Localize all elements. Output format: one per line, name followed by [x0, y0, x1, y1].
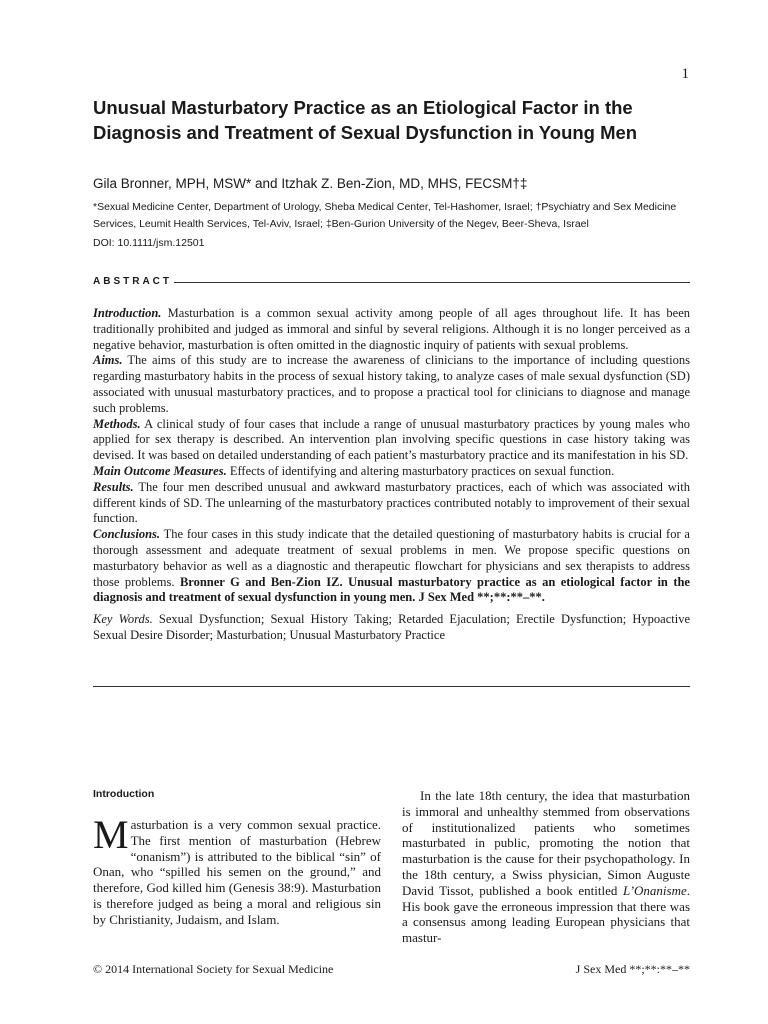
body-text: asturbation is a very common sexual practice. The first mention of masturbation (Hebrew “onanism”) is attributed to the biblical “sin” of Onan, who “spilled his semen on the ground,” and therefore, God killed him (Genesis 38:9). Masturbation is therefore judged as being a moral and religious sin by Christianity, Judaism, and Islam.: [93, 817, 381, 927]
abstract-results: [93, 480, 690, 527]
citation: Bronner G and Ben-Zion IZ. Unusual masturbatory practice as an etiological factor in the diagnosis and treatment of sexual dysfunction in young men. J Sex Med **;**:**–**.: [93, 574, 690, 605]
copyright-footer: © 2014 International Society for Sexual Medicine: [93, 962, 334, 976]
abstract-heading-rule: [174, 282, 690, 283]
abstract-heading-label: ABSTRACT: [93, 276, 172, 287]
abstract-label: Results.: [93, 479, 134, 494]
abstract-text: Effects of identifying and altering masturbatory practices on sexual function.: [226, 463, 615, 478]
abstract-text: Masturbation is a common sexual activity among people of all ages throughout life. It has been traditionally prohibited and judged as immoral and sinful by several religions. Although it is no longer perceived as a negative behavior, masturbation is often omitted in the diagnostic inquiry of patients with sexual problems.: [93, 306, 690, 352]
journal-footer: J Sex Med **;**:**–**: [575, 962, 690, 976]
abstract-text: The four men described unusual and awkward masturbatory practices, each of which was associated with different kinds of SD. The unlearning of the masturbatory practices contributed notably to improvement of their sexual function.: [93, 479, 690, 526]
abstract-methods: [93, 417, 690, 464]
section-divider: [93, 686, 690, 687]
body-column-right: [402, 788, 690, 946]
affiliations: *Sexual Medicine Center, Department of Urology, Sheba Medical Center, Tel-Hashomer, Israel; †Psychiatry and Sex Medicine Services, Leumit Health Services, Tel-Aviv, Israel; ‡Ben-Gurion University of the Negev, Beer-Sheva, Israel: [93, 201, 677, 230]
abstract-label: Methods.: [93, 416, 141, 431]
abstract-heading: [93, 276, 690, 287]
abstract-label: Key Words.: [93, 612, 153, 627]
page-number: 1: [681, 66, 689, 82]
doi: DOI: 10.1111/jsm.12501: [93, 237, 205, 249]
book-title: L’Onanisme: [622, 882, 687, 898]
body-column-left: [93, 812, 381, 928]
abstract-introduction: [93, 306, 690, 353]
abstract-label: Aims.: [93, 353, 123, 368]
abstract-text: The aims of this study are to increase the awareness of clinicians to the importance of including questions regarding masturbatory habits in the process of sexual history taking, to analyze cases of male sexual dysfunction (SD) associated with unusual masturbatory practices, and to propose a practical tool for clinicians to diagnose and manage such problems.: [93, 353, 690, 415]
abstract-label: Conclusions.: [93, 527, 161, 542]
abstract-label: Main Outcome Measures.: [93, 463, 227, 478]
drop-cap: M: [93, 812, 129, 857]
abstract-text: A clinical study of four cases that include a range of unusual masturbatory practices by young males who applied for sex therapy is described. An intervention plan involving specific questions in case history taking was devised. It was based on detailed understanding of each patient’s masturbatory practice and its manifestation in his SD.: [93, 416, 690, 463]
abstract-keywords: [93, 612, 690, 644]
abstract-text: Sexual Dysfunction; Sexual History Taking; Retarded Ejaculation; Erectile Dysfunction; Hypoactive Sexual Desire Disorder; Masturbation; Unusual Masturbatory Practice: [93, 612, 690, 642]
author-list: Gila Bronner, MPH, MSW* and Itzhak Z. Ben-Zion, MD, MHS, FECSM†‡: [93, 176, 528, 191]
abstract-aims: [93, 353, 690, 416]
abstract-outcome: [93, 464, 690, 480]
body-text: In the late 18th century, the idea that masturbation is immoral and unhealthy stemmed from observations of institutionalized patients who sometimes masturbated in public, promoting the notion that masturbation is the cause for their psychopathology. In the 18th century, a Swiss physician, Simon Auguste David Tissot, published a book entitled: [402, 788, 690, 898]
abstract-text: The four cases in this study indicate that the detailed questioning of masturbatory habits is crucial for a thorough assessment and adequate treatment of sexual problems in men. We propose specific questions on masturbatory behavior as well as a diagnostic and therapeutic flowchart for physicians and sex therapists to address those problems.: [93, 527, 690, 589]
abstract-conclusions: [93, 527, 690, 606]
body-text: . His book gave the erroneous impression that there was a consensus among leading European physicians that mastur-: [402, 882, 690, 946]
section-heading: Introduction: [93, 788, 155, 800]
abstract-label: Introduction.: [93, 306, 162, 320]
article-title: Unusual Masturbatory Practice as an Etiological Factor in the Diagnosis and Treatment of Sexual Dysfunction in Young Men: [93, 97, 638, 143]
abstract: [93, 306, 690, 644]
